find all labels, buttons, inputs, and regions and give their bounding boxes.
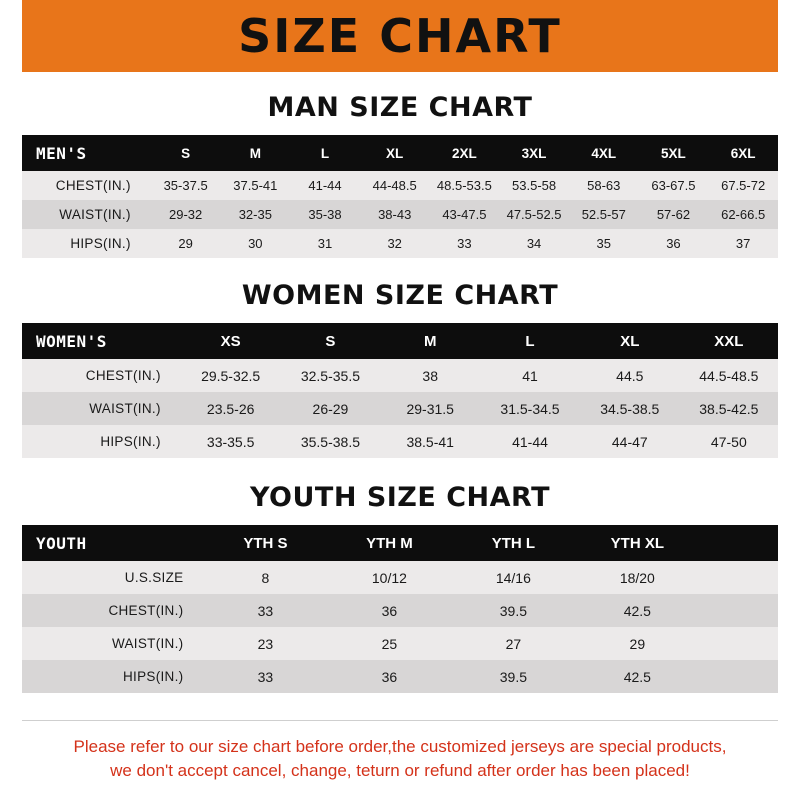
women-section-title: WOMEN SIZE CHART <box>241 280 559 311</box>
column-header: S <box>281 323 381 359</box>
table-cell: 34.5-38.5 <box>580 392 680 425</box>
table-header-row <box>22 135 778 171</box>
women-size-table <box>22 323 778 458</box>
row-label: CHEST(IN.) <box>22 359 181 392</box>
table-cell: 35.5-38.5 <box>281 425 381 458</box>
table-cell: 67.5-72 <box>708 171 778 200</box>
table-cell: 38 <box>380 359 480 392</box>
table-cell: 37 <box>708 229 778 258</box>
table-cell: 39.5 <box>451 660 575 693</box>
table-cell: 36 <box>327 660 451 693</box>
table-cell: 35-38 <box>290 200 360 229</box>
table-cell: 29 <box>575 627 699 660</box>
table-row <box>22 229 778 258</box>
column-header: XXL <box>680 323 778 359</box>
table-cell-spacer <box>699 594 778 627</box>
table-cell: 52.5-57 <box>569 200 639 229</box>
table-cell: 63-67.5 <box>639 171 709 200</box>
table-cell: 43-47.5 <box>430 200 500 229</box>
table-row <box>22 561 778 594</box>
table-cell: 41 <box>480 359 580 392</box>
table-cell: 38-43 <box>360 200 430 229</box>
column-header: S <box>151 135 221 171</box>
column-header: MEN'S <box>22 135 151 171</box>
column-header: 3XL <box>499 135 569 171</box>
table-cell: 47.5-52.5 <box>499 200 569 229</box>
column-header: L <box>480 323 580 359</box>
table-row <box>22 660 778 693</box>
column-header: YOUTH <box>22 525 203 561</box>
column-header: XL <box>360 135 430 171</box>
table-cell: 48.5-53.5 <box>430 171 500 200</box>
note-line-1: Please refer to our size chart before order,the customized jerseys are special products, <box>73 736 727 756</box>
youth-section-title: YOUTH SIZE CHART <box>249 482 551 513</box>
row-label: WAIST(IN.) <box>22 392 181 425</box>
table-cell: 38.5-41 <box>380 425 480 458</box>
table-row <box>22 392 778 425</box>
table-cell: 58-63 <box>569 171 639 200</box>
header-banner <box>0 0 800 72</box>
table-cell: 25 <box>327 627 451 660</box>
table-cell: 33 <box>430 229 500 258</box>
table-cell: 30 <box>220 229 290 258</box>
table-cell: 36 <box>327 594 451 627</box>
table-cell: 44.5-48.5 <box>680 359 778 392</box>
table-cell: 35 <box>569 229 639 258</box>
table-cell: 47-50 <box>680 425 778 458</box>
table-cell: 8 <box>203 561 327 594</box>
table-cell: 57-62 <box>639 200 709 229</box>
table-row <box>22 594 778 627</box>
table-cell: 53.5-58 <box>499 171 569 200</box>
table-cell: 38.5-42.5 <box>680 392 778 425</box>
table-cell: 29 <box>151 229 221 258</box>
table-cell: 14/16 <box>451 561 575 594</box>
table-cell: 26-29 <box>281 392 381 425</box>
table-cell: 32 <box>360 229 430 258</box>
table-cell: 44.5 <box>580 359 680 392</box>
table-cell-spacer <box>699 627 778 660</box>
column-header: WOMEN'S <box>22 323 181 359</box>
row-label: CHEST(IN.) <box>22 171 151 200</box>
column-header: 5XL <box>639 135 709 171</box>
column-header: YTH S <box>203 525 327 561</box>
table-cell: 35-37.5 <box>151 171 221 200</box>
table-cell: 29.5-32.5 <box>181 359 281 392</box>
youth-size-table <box>22 525 778 693</box>
table-header-row <box>22 525 778 561</box>
column-header: M <box>220 135 290 171</box>
table-row <box>22 200 778 229</box>
table-header-row <box>22 323 778 359</box>
table-row <box>22 627 778 660</box>
disclaimer-note <box>22 720 778 800</box>
row-label: CHEST(IN.) <box>22 594 203 627</box>
column-header-spacer <box>699 525 778 561</box>
table-cell-spacer <box>699 660 778 693</box>
column-header: YTH L <box>451 525 575 561</box>
column-header: XS <box>181 323 281 359</box>
column-header: M <box>380 323 480 359</box>
table-cell: 39.5 <box>451 594 575 627</box>
man-size-table <box>22 135 778 258</box>
column-header: YTH M <box>327 525 451 561</box>
man-section-title: MAN SIZE CHART <box>267 92 533 123</box>
page-title: SIZE CHART <box>238 9 562 63</box>
column-header: 2XL <box>430 135 500 171</box>
table-cell: 18/20 <box>575 561 699 594</box>
table-cell-spacer <box>699 561 778 594</box>
table-cell: 44-47 <box>580 425 680 458</box>
column-header: XL <box>580 323 680 359</box>
row-label: U.S.SIZE <box>22 561 203 594</box>
table-cell: 44-48.5 <box>360 171 430 200</box>
table-cell: 29-32 <box>151 200 221 229</box>
column-header: 4XL <box>569 135 639 171</box>
table-cell: 42.5 <box>575 594 699 627</box>
table-cell: 27 <box>451 627 575 660</box>
note-line-2: we don't accept cancel, change, teturn or refund after order has been placed! <box>110 761 690 781</box>
table-row <box>22 425 778 458</box>
table-cell: 23 <box>203 627 327 660</box>
table-cell: 41-44 <box>480 425 580 458</box>
table-cell: 33 <box>203 594 327 627</box>
table-cell: 37.5-41 <box>220 171 290 200</box>
column-header: 6XL <box>708 135 778 171</box>
table-cell: 32.5-35.5 <box>281 359 381 392</box>
table-row <box>22 171 778 200</box>
table-cell: 33-35.5 <box>181 425 281 458</box>
row-label: HIPS(IN.) <box>22 425 181 458</box>
table-cell: 41-44 <box>290 171 360 200</box>
table-cell: 62-66.5 <box>708 200 778 229</box>
table-cell: 34 <box>499 229 569 258</box>
table-cell: 23.5-26 <box>181 392 281 425</box>
row-label: HIPS(IN.) <box>22 229 151 258</box>
table-cell: 42.5 <box>575 660 699 693</box>
table-cell: 31.5-34.5 <box>480 392 580 425</box>
content-area <box>0 72 800 800</box>
row-label: HIPS(IN.) <box>22 660 203 693</box>
row-label: WAIST(IN.) <box>22 627 203 660</box>
table-cell: 33 <box>203 660 327 693</box>
column-header: YTH XL <box>575 525 699 561</box>
table-cell: 32-35 <box>220 200 290 229</box>
table-row <box>22 359 778 392</box>
table-cell: 36 <box>639 229 709 258</box>
row-label: WAIST(IN.) <box>22 200 151 229</box>
column-header: L <box>290 135 360 171</box>
table-cell: 29-31.5 <box>380 392 480 425</box>
table-cell: 10/12 <box>327 561 451 594</box>
table-cell: 31 <box>290 229 360 258</box>
